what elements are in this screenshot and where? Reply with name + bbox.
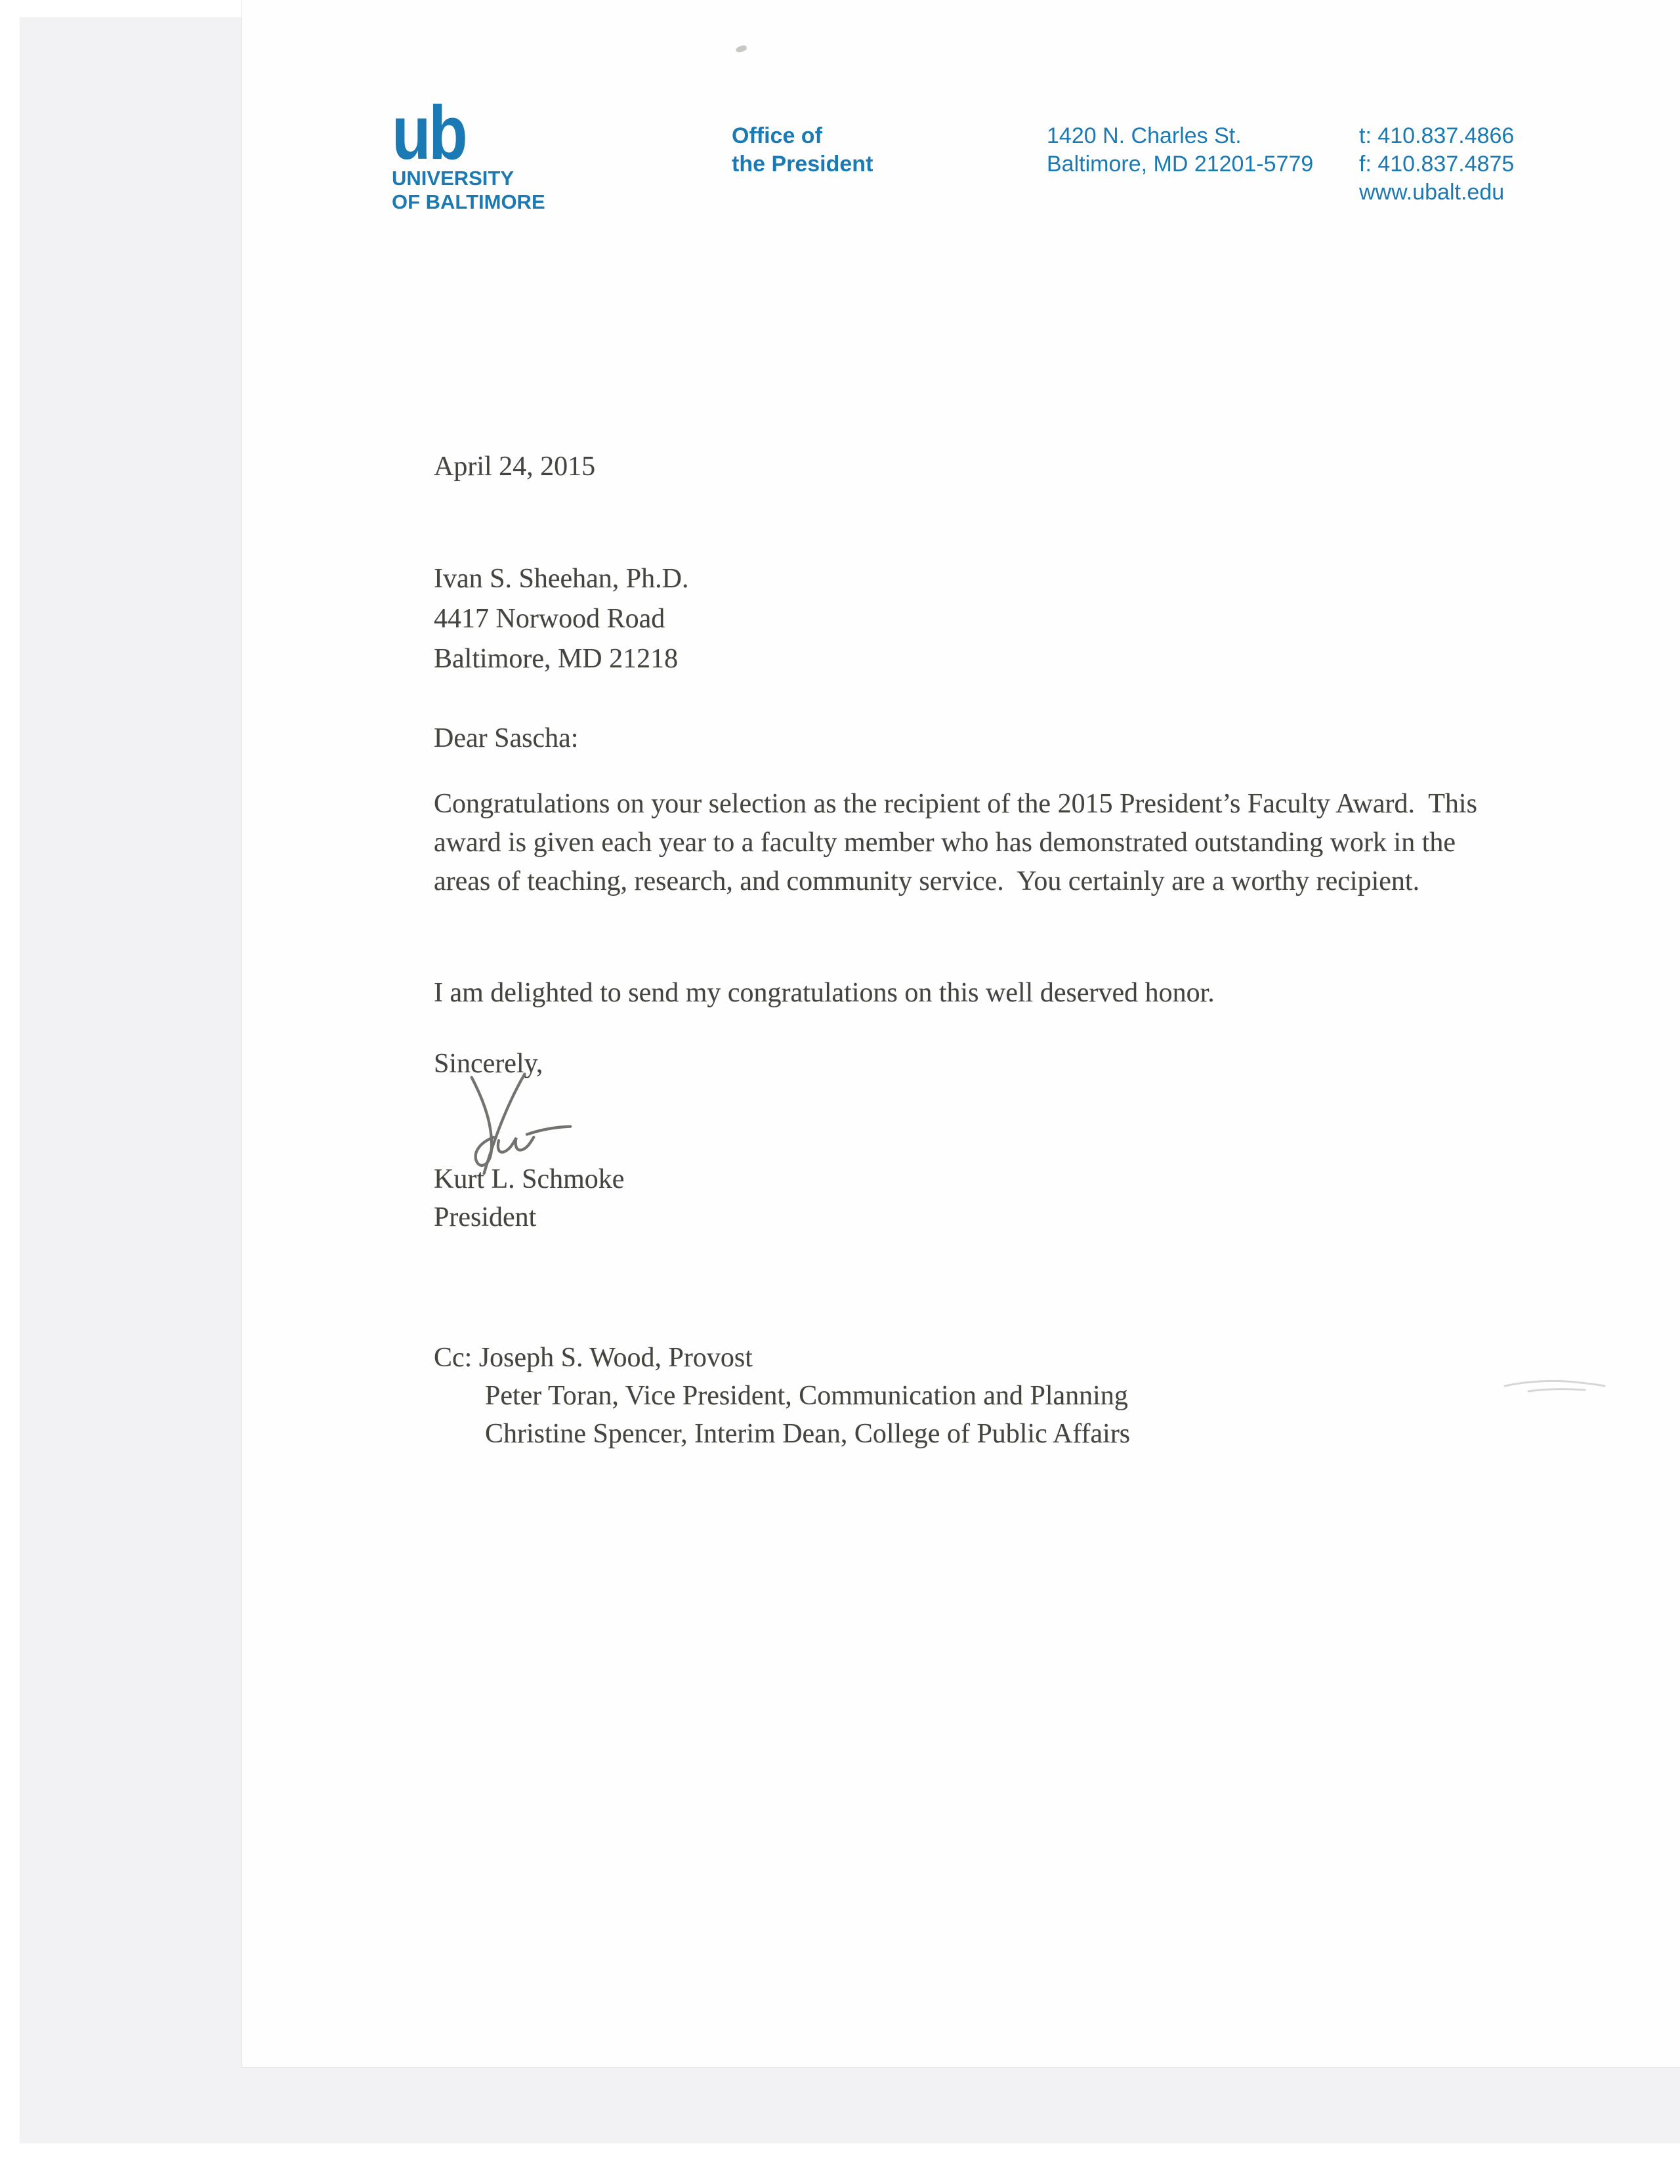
letter-page: [242, 0, 1680, 2068]
scan-speck: [735, 45, 747, 53]
salutation: Dear Sascha:: [434, 723, 579, 753]
body-paragraph-1: Congratulations on your selection as the recipient of the 2015 President’s Faculty Award. This award is given each year to a faculty member who has demonstrated outstanding work in the areas of teaching, research, and community service. You certainly are a worthy recipient.: [434, 789, 1484, 896]
cc-recipient-2: Peter Toran, Vice President, Communication and Planning: [485, 1381, 1128, 1411]
ub-logo-icon: ub: [392, 90, 466, 175]
letterhead-contact: [1359, 122, 1514, 207]
cc-line-1: [434, 1339, 753, 1377]
address-street: 1420 N. Charles St.: [1047, 123, 1242, 148]
recipient-street: 4417 Norwood Road: [434, 604, 665, 634]
signer-title: President: [434, 1202, 537, 1232]
phone-number: t: 410.837.4866: [1359, 123, 1515, 148]
body-paragraph-2: I am delighted to send my congratulations on this well deserved honor.: [434, 978, 1215, 1008]
fax-number: f: 410.837.4875: [1359, 152, 1515, 177]
letter-date: April 24, 2015: [434, 452, 596, 482]
recipient-name: Ivan S. Sheehan, Ph.D.: [434, 564, 689, 594]
signer-name: Kurt L. Schmoke: [434, 1164, 625, 1194]
cc-recipient-1: Joseph S. Wood, Provost: [478, 1343, 753, 1373]
university-logo: [392, 90, 545, 214]
office-line1: Office of: [732, 123, 822, 148]
address-city: Baltimore, MD 21201-5779: [1047, 152, 1314, 177]
cc-label: Cc:: [434, 1343, 472, 1373]
logo-text-university: UNIVERSITY: [392, 167, 514, 190]
logo-text-of-baltimore: OF BALTIMORE: [392, 190, 545, 213]
pencil-smudge: [1502, 1377, 1607, 1395]
closing: Sincerely,: [434, 1049, 543, 1079]
recipient-city: Baltimore, MD 21218: [434, 644, 679, 674]
cc-recipient-3: Christine Spencer, Interim Dean, College of Public Affairs: [485, 1419, 1131, 1449]
letterhead-address: [1047, 122, 1313, 178]
letterhead-office: [732, 122, 873, 178]
office-line2: the President: [732, 152, 873, 177]
website-url: www.ubalt.edu: [1359, 180, 1505, 205]
